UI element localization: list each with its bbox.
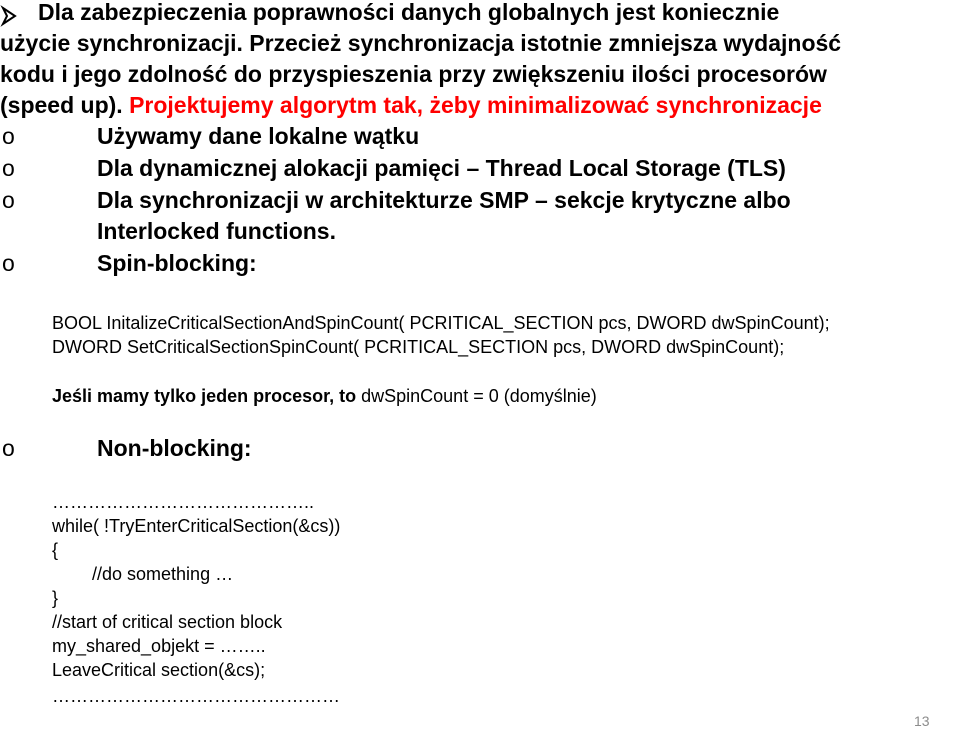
spin-code-line-1: BOOL InitalizeCriticalSectionAndSpinCount( PCRITICAL_SECTION pcs, DWORD dwSpinCount);	[52, 313, 830, 333]
nonblocking-code-line-2: while( !TryEnterCriticalSection(&cs))	[52, 516, 341, 536]
sub-item-text: Spin-blocking:	[97, 250, 257, 276]
sub-item-text: Non-blocking:	[97, 435, 252, 461]
nonblocking-code-line-4: //do something …	[52, 564, 234, 584]
nonblocking-code-line-3: {	[52, 540, 59, 560]
main-bullet-line-4	[0, 89, 822, 121]
spin-code-line-2: DWORD SetCriticalSectionSpinCount( PCRITICAL_SECTION pcs, DWORD dwSpinCount);	[52, 337, 785, 357]
single-cpu-note	[52, 384, 597, 408]
sub-item-text: Interlocked functions.	[97, 218, 336, 244]
nonblocking-code-line-9: …………………………………………	[52, 686, 340, 706]
sub-bullet-marker: o	[2, 155, 15, 181]
single-cpu-note-plain: dwSpinCount = 0 (domyślnie)	[361, 386, 597, 406]
sub-item-text: Używamy dane lokalne wątku	[97, 123, 420, 149]
nonblocking-code-line-1: ……………………………………..	[52, 492, 315, 512]
page-number: 13	[914, 713, 930, 729]
single-cpu-note-bold: Jeśli mamy tylko jeden procesor, to	[52, 386, 362, 406]
sub-item-text: Dla dynamicznej alokacji pamięci – Thread Local Storage (TLS)	[97, 155, 786, 181]
main-bullet-line-2: użycie synchronizacji. Przecież synchronizacja istotnie zmniejsza wydajność	[0, 30, 842, 56]
nonblocking-code-line-6: //start of critical section block	[52, 612, 283, 632]
main-bullet-line-1: Dla zabezpieczenia poprawności danych globalnych jest koniecznie	[38, 0, 780, 25]
sub-item-text: Dla synchronizacji w architekturze SMP – sekcje krytyczne albo	[97, 187, 791, 213]
sub-bullet-marker: o	[2, 250, 15, 276]
sub-bullet-marker: o	[2, 187, 15, 213]
sub-bullet-marker: o	[2, 435, 15, 461]
main-bullet-highlight: Projektujemy algorytm tak, żeby minimalizować synchronizacje	[129, 92, 822, 118]
nonblocking-code-line-5: }	[52, 588, 59, 608]
nonblocking-code-line-7: my_shared_objekt = ……..	[52, 636, 266, 656]
main-bullet-line-4-plain: (speed up).	[0, 92, 130, 118]
sub-bullet-marker: o	[2, 123, 15, 149]
nonblocking-code-line-8: LeaveCritical section(&cs);	[52, 660, 266, 680]
main-bullet-line-3: kodu i jego zdolność do przyspieszenia przy zwiększeniu ilości procesorów	[0, 61, 827, 87]
